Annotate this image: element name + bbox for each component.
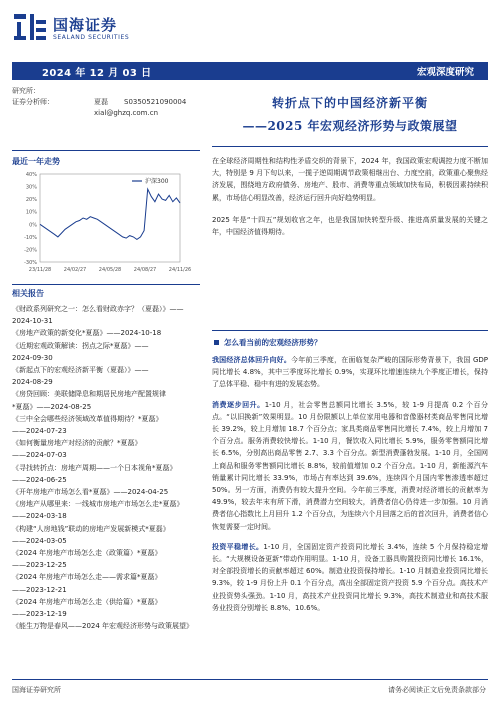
chart-svg [12,172,192,278]
related-report-item[interactable]: 《房贷回顾：美联储降息和期居民房地产配置规律 [12,390,166,399]
x-tick-label: 24/05/28 [98,267,122,273]
paragraph-text: 1-10 月，全国固定资产投资同比增长 3.4%，连续 5 个月保持稳定增长。“大规模设备更新”带动作用明显。1-10 月，设备工器具购置投资同比增长 16.1%，对全部投资增长的贡献率超过 60%。制造业投资保持增长。1-10 月制造业投资同比增长 9.3%，较 1-9 月份上升 0.1 个百分点，高出全部固定资产投资 5.9 个百分点。高技术产业投资势头强劲。1-10 月，高技术产业投资同比增长 9.3%，高技术制造业和高技术服务业投资分别增长 8.8%、10.6%。 [212,542,489,612]
analyst-email[interactable]: xial@ghzq.com.cn [94,109,159,117]
legend-label: 沪深300 [145,178,169,185]
paragraph-lead: 我国经济总体回升向好。 [212,356,292,364]
related-report-item[interactable]: 《开年房地产市场怎么看*夏磊》——2024-04-25 [12,488,169,497]
title-sub: ——2025 年宏观经济形势与政策展望 [242,119,458,133]
body-paragraph-2 [212,399,488,533]
related-report-item[interactable]: *夏磊》——2024-08-25 [12,402,92,411]
related-reports [12,288,202,632]
paragraph-text: 1-10 月，社会零售总额同比增长 3.5%，较 1-9 月提高 0.2 个百分点。“以旧换新”效果明显。10 月份限额以上单位家用电器和音像器材类商品零售同比增长 39.2%，较上月增加 18.7 个百分点；家具类商品零售同比增长 7.4%，较上月增加 7 个百分点。服务消费较快增长。1-10 月，餐饮收入同比增长 5.9%，服务零售额同比增长 6.5%，分别高出商品零售 2.7、3.3 个百分点。新型消费蓬勃发展。1-10 月，全国网上商品和服务零售额同比增长 8.8%，较前值增加 0.2 个百分点。1-10 月，新能源汽车销量累计同比增长 33.9%，市场占有率达到 39.6%，连续四个月国内零售渗透率超过 50%。另一方面，消费仍有较大提升空间。今年前三季度，消费对经济增长的贡献率为 49.9%，较去年末有所下滑，消费潜力空间较大，消费者信心仍待进一步加强。10 月消费者信心指数比上月回升 1.2 个百分点，为连续六个月回落之后的首次回升，消费者信心恢复需要一定时间。 [212,400,489,531]
divider [12,150,200,151]
chart-frame [40,174,180,262]
y-tick-label: -10% [24,234,37,241]
related-report-item[interactable]: 《三中全会哪些经济领域改革值得期待？*夏磊》 [12,414,163,423]
related-report-item[interactable]: 《2024 年房地产市场怎么走（政策篇）*夏磊》 [12,549,162,558]
title-main: 转折点下的中国经济新平衡 [271,96,428,110]
related-report-item[interactable]: ——2023-12-21 [12,585,67,594]
y-tick-label: -20% [24,247,37,254]
related-report-item[interactable]: 《财政系列研究之一：怎么看财政赤字？（夏磊）》—— [12,305,184,313]
price-trend-chart [12,172,192,278]
company-logo [14,14,129,44]
analyst-cert: S0350521090004 [124,98,187,106]
report-type: 宏观深度研究 [416,67,474,78]
related-report-item[interactable]: ——2024-03-18 [12,512,67,521]
logo-name-en: SEALAND SECURITIES [53,33,130,41]
y-tick-label: -30% [24,260,37,266]
related-report-item[interactable]: ——2024-06-25 [12,475,67,484]
footer-left: 国海证券研究所 [12,686,61,694]
related-report-item[interactable]: 《2024 年房地产市场怎么走——需求篇*夏磊》 [12,573,162,582]
x-tick-label: 24/02/27 [63,267,87,273]
report-date: 2024 年 12 月 03 日 [42,67,152,79]
divider [212,146,488,147]
logo-icon [14,14,48,44]
related-report-item[interactable]: ——2024-07-23 [12,427,67,436]
main-body [212,354,488,614]
related-report-item[interactable]: 2024-08-29 [12,378,53,387]
series-line-hs300 [40,189,180,239]
paragraph-lead: 消费逐步回升。 [212,400,265,409]
y-tick-label: 20% [25,197,37,204]
x-tick-label: 23/11/28 [28,267,52,273]
intro-text [212,155,488,238]
related-report-item[interactable]: 《房地产政策的新变化*夏磊》——2024-10-18 [12,329,162,338]
section-heading [212,337,488,348]
related-report-item[interactable]: 《寻找转折点：房地产周期——一个日本视角*夏磊》 [12,463,177,472]
paragraph-text: 今年前三季度，在面临复杂严峻的国际形势背景下，我国 GDP 同比增长 4.8%，其中三季度环比增长 0.9%，实现环比增速连续九个季度正增长，保持了总体平稳、稳中有进的发展态势。 [212,356,489,389]
related-report-item[interactable]: 《能生万物是春风——2024 年宏观经济形势与政策展望》 [12,622,194,631]
y-tick-label: 10% [25,209,37,216]
x-tick-label: 24/08/27 [133,267,157,273]
divider [12,284,200,285]
section-heading-text: 怎么看当前的宏观经济形势？ [224,338,322,347]
bullet-square-icon [214,340,219,345]
analyst-label: 证券分析师： [12,98,54,106]
related-report-item[interactable]: 《房地产从哪里来：一线城市房地产市场怎么走*夏磊》 [12,500,184,509]
body-paragraph-1 [212,354,488,391]
analyst-info [12,86,200,119]
related-report-item[interactable]: ——2023-12-25 [12,561,67,570]
related-report-item[interactable]: 2024-10-31 [12,317,53,326]
report-header-bar [12,62,488,80]
report-title [212,94,488,134]
logo-name-cn: 国海证券 [53,15,118,34]
related-report-item[interactable]: 《近期宏观政策解读：拐点之际*夏磊》—— [12,341,149,350]
y-tick-label: 40% [25,172,37,178]
analyst-name: 夏磊 [94,98,108,106]
paragraph-lead: 投资平稳增长。 [212,542,264,551]
related-report-item[interactable]: 《如何衡量房地产对经济的贡献？*夏磊》 [12,439,142,448]
researcher-label: 研究所： [12,87,40,95]
related-report-item[interactable]: ——2023-12-19 [12,610,67,619]
body-paragraph-3 [212,541,488,614]
related-report-item[interactable]: ——2024-03-05 [12,536,67,545]
related-report-item[interactable]: ——2024-07-03 [12,451,67,460]
y-tick-label: 0% [29,222,37,229]
x-tick-label: 24/11/26 [168,267,192,273]
chart-section-title: 最近一年走势 [12,157,60,166]
footer-right: 请务必阅读正文后免责条款部分 [388,686,486,694]
related-section-title: 相关报告 [12,289,44,298]
related-report-item[interactable]: 《构建“人房地钱”联动的房地产发展新模式*夏磊》 [12,524,170,533]
intro-paragraph-2: 2025 年是“十四五”规划收官之年，也是我国加快转型升级、推进高质量发展的关键之年，中国经济值得期待。 [212,215,488,237]
related-report-item[interactable]: 2024-09-30 [12,353,53,362]
divider [212,330,488,331]
y-tick-label: 30% [25,184,37,191]
footer-divider [12,679,488,680]
related-report-item[interactable]: 《新起点下的宏观经济新平衡（夏磊）》—— [12,366,149,375]
related-report-item[interactable]: 《2024 年房地产市场怎么走（供给篇）*夏磊》 [12,597,162,606]
intro-paragraph-1: 在全球经济周期性和结构性矛盾交织的背景下，2024 年，我国政策宏观调控力度不断加大，特别是 9 月下旬以来，一揽子逆周期调节政策相继出台、力度空前，政策重心聚焦经济发展，围绕地方政府债务、房地产、股市、消费等重点领域加快布局，积极因素持续积累，市场信心明显改善，经济运行回升向好趋势明显。 [212,157,488,202]
